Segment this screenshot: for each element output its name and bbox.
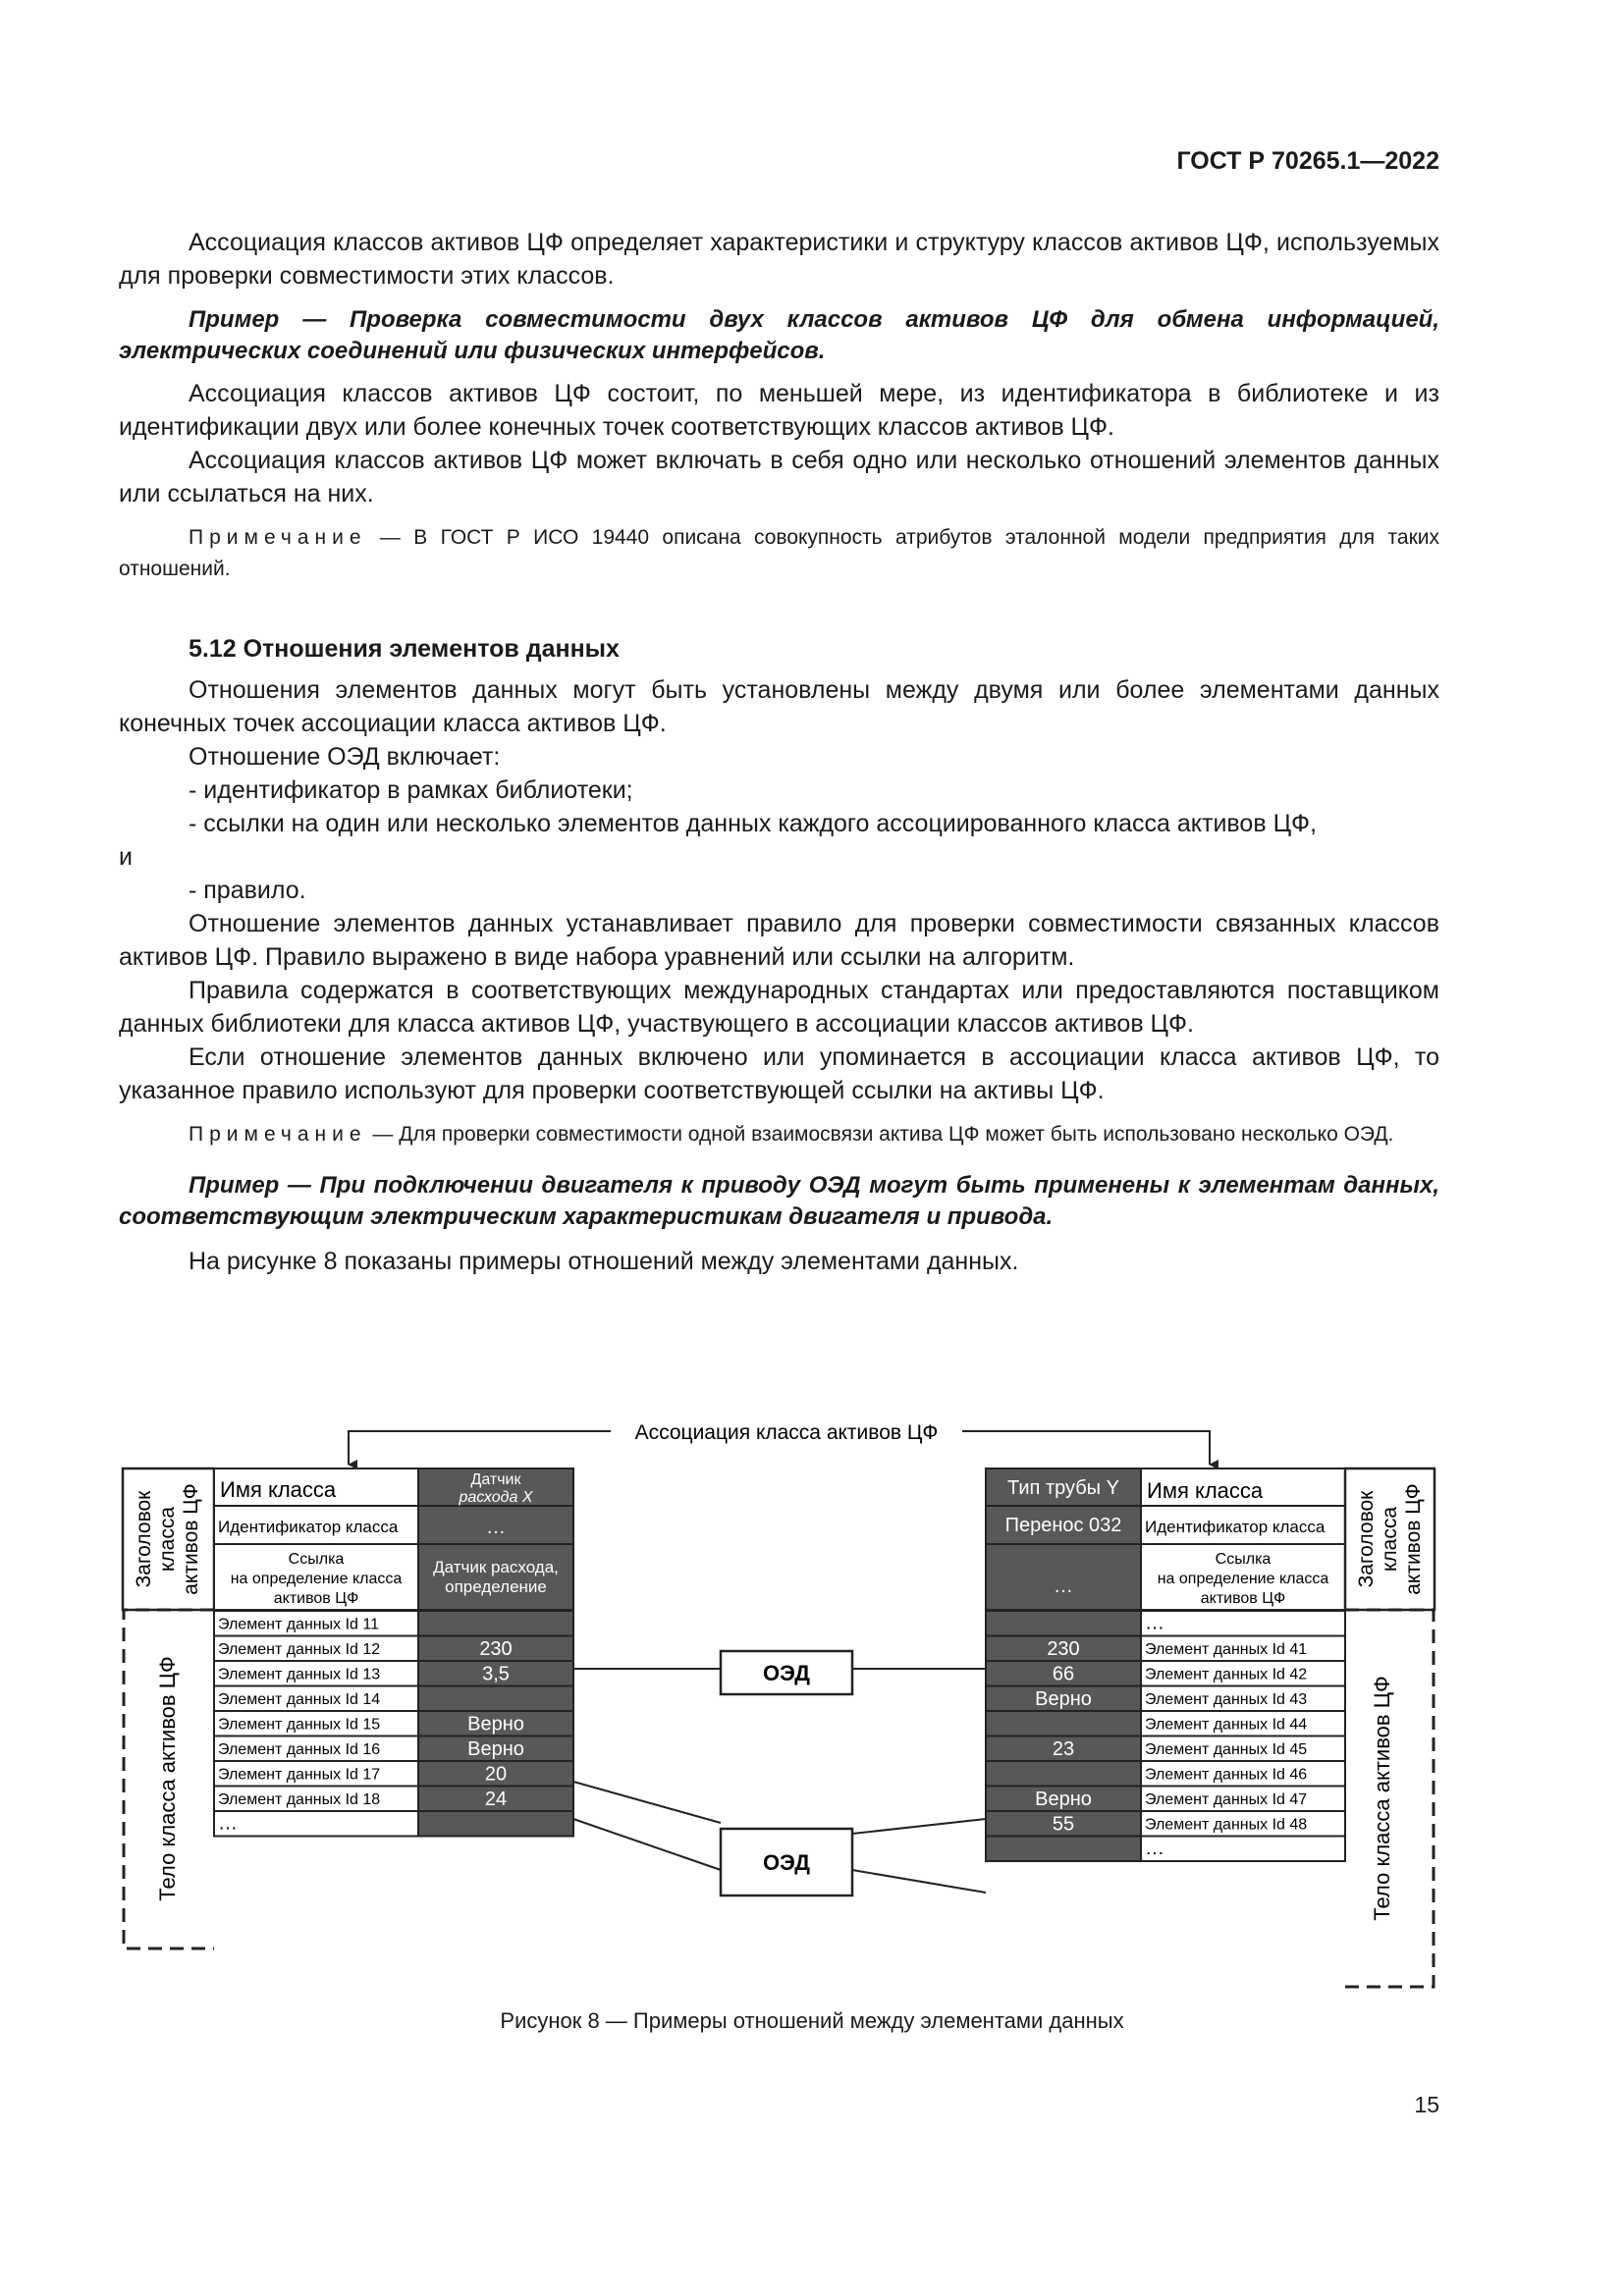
svg-text:на определение класса: на определение класса: [1157, 1571, 1329, 1587]
left-element-name: Элемент данных Id 16: [218, 1741, 381, 1758]
figure-caption: Рисунок 8 — Примеры отношений между элементами данных: [500, 2008, 1124, 2033]
right-body-side-label: Тело класса активов ЦФ: [1370, 1676, 1394, 1921]
right-element-name: …: [1145, 1838, 1164, 1859]
note-text: — Для проверки совместимости одной взаимосвязи актива ЦФ может быть использовано несколько ОЭД.: [366, 1123, 1394, 1146]
right-class-name: Имя класса: [1147, 1478, 1264, 1503]
left-element-name: Элемент данных Id 11: [218, 1616, 379, 1633]
paragraph: Если отношение элементов данных включено или упоминается в ассоциации класса активов ЦФ, то указанное правило используют для проверки соответствующей ссылки на активы ЦФ.: [119, 1043, 1439, 1104]
left-element-name: Элемент данных Id 13: [218, 1666, 381, 1683]
right-element-name: Элемент данных Id 43: [1145, 1691, 1308, 1708]
right-element-name: …: [1145, 1612, 1164, 1634]
svg-text:Ссылка: Ссылка: [1215, 1551, 1272, 1568]
association-arrow-right: [962, 1431, 1210, 1465]
list-item: - идентификатор в рамках библиотеки;: [189, 776, 633, 804]
svg-text:на определение класса: на определение класса: [230, 1571, 403, 1587]
svg-text:расхода X: расхода X: [459, 1489, 533, 1506]
oed-label-2: ОЭД: [763, 1850, 810, 1875]
left-element-value: Верно: [467, 1713, 524, 1735]
right-class-id: Идентификатор класса: [1145, 1518, 1326, 1536]
left-element-name: Элемент данных Id 18: [218, 1791, 381, 1808]
left-element-value: Верно: [467, 1738, 524, 1760]
right-element-value: 23: [1052, 1738, 1075, 1760]
right-element-name: Элемент данных Id 46: [1145, 1766, 1308, 1784]
paragraph: Ассоциация классов активов ЦФ определяет характеристики и структуру классов активов ЦФ, используемых для проверки совместимости этих классов.: [119, 229, 1439, 290]
paragraph: Отношения элементов данных могут быть установлены между двумя или более элементами данных конечных точек ассоциации класса активов ЦФ.: [119, 676, 1439, 737]
list-item: - правило.: [189, 877, 306, 904]
note-label: Примечание: [189, 526, 367, 549]
note-text: — В ГОСТ Р ИСО 19440 описана совокупность атрибутов эталонной модели предприятия для таких отношений.: [119, 526, 1439, 580]
right-element-value: 55: [1052, 1813, 1075, 1836]
example: Пример — Проверка совместимости двух классов активов ЦФ для обмена информацией, электрических соединений или физических интерфейсов.: [119, 306, 1439, 364]
left-element-name: Элемент данных Id 12: [218, 1641, 381, 1658]
left-element-name: …: [218, 1812, 238, 1835]
svg-text:активов ЦФ: активов ЦФ: [273, 1590, 359, 1607]
document-header: ГОСТ Р 70265.1—2022: [1176, 147, 1439, 175]
left-class-id: Идентификатор класса: [218, 1518, 399, 1536]
svg-text:класса: класса: [156, 1506, 179, 1573]
right-element-value: Верно: [1035, 1688, 1092, 1710]
paragraph: Ассоциация классов активов ЦФ может включать в себя одно или несколько отношений элементов данных или ссылаться на них.: [119, 447, 1439, 507]
connector-line: [852, 1870, 986, 1893]
right-element-name: Элемент данных Id 41: [1145, 1641, 1308, 1658]
oed-label-1: ОЭД: [763, 1661, 810, 1685]
connector-line: [573, 1782, 721, 1823]
left-element-name: Элемент данных Id 17: [218, 1766, 381, 1784]
left-data-elements: [214, 1611, 573, 1837]
paragraph: Правила содержатся в соответствующих международных стандартах или предоставляются поставщиком данных библиотеки для класса активов ЦФ, участвующего в ассоциации классов активов ЦФ.: [119, 977, 1439, 1038]
svg-text:класса: класса: [1379, 1506, 1401, 1573]
svg-text:определение: определение: [445, 1577, 547, 1596]
svg-text:Датчик расхода,: Датчик расхода,: [433, 1558, 559, 1576]
left-element-name: Элемент данных Id 14: [218, 1691, 381, 1708]
right-value-id: Перенос 032: [1004, 1515, 1122, 1536]
svg-text:активов ЦФ: активов ЦФ: [1200, 1590, 1286, 1607]
left-class-name: Имя класса: [220, 1477, 337, 1502]
svg-text:Ссылка: Ссылка: [288, 1551, 345, 1568]
right-element-name: Элемент данных Id 45: [1145, 1741, 1308, 1758]
left-body-side-label: Тело класса активов ЦФ: [155, 1656, 180, 1901]
right-value-header: Тип трубы Y: [1007, 1477, 1119, 1499]
left-value-id: …: [486, 1517, 506, 1538]
svg-text:активов ЦФ: активов ЦФ: [180, 1483, 202, 1595]
paragraph: Отношение ОЭД включает:: [189, 743, 501, 771]
left-value-ref: [433, 1558, 559, 1596]
left-element-name: Элемент данных Id 15: [218, 1716, 381, 1734]
svg-text:Датчик: Датчик: [470, 1471, 521, 1488]
svg-text:активов ЦФ: активов ЦФ: [1402, 1483, 1425, 1595]
list-continuation: и: [119, 843, 133, 871]
right-element-name: Элемент данных Id 42: [1145, 1666, 1308, 1683]
example: Пример — При подключении двигателя к приводу ОЭД могут быть применены к элементам данных, соответствующим электрическим характеристикам двигателя и привода.: [119, 1172, 1439, 1230]
left-element-value: 20: [484, 1763, 508, 1786]
note-label: Примечание: [189, 1123, 367, 1146]
right-element-name: Элемент данных Id 47: [1145, 1791, 1308, 1808]
right-element-value: Верно: [1035, 1789, 1092, 1810]
left-element-value: 24: [484, 1789, 508, 1810]
left-element-value: 230: [479, 1638, 513, 1660]
right-data-elements: [986, 1611, 1345, 1861]
right-element-name: Элемент данных Id 48: [1145, 1816, 1308, 1834]
paragraph: Ассоциация классов активов ЦФ состоит, по меньшей мере, из идентификатора в библиотеке и из идентификации двух или более конечных точек соответствующих классов активов ЦФ.: [119, 380, 1439, 441]
right-element-value: 230: [1047, 1638, 1080, 1660]
list-item: - ссылки на один или несколько элементов данных каждого ассоциированного класса активов ЦФ,: [189, 810, 1318, 837]
right-element-value: 66: [1052, 1663, 1075, 1685]
svg-text:Заголовок: Заголовок: [1355, 1490, 1378, 1588]
association-arrow-left: [349, 1431, 611, 1465]
section-heading: 5.12 Отношения элементов данных: [189, 635, 620, 663]
paragraph: На рисунке 8 показаны примеры отношений между элементами данных.: [189, 1248, 1019, 1275]
right-value-ref: …: [1054, 1575, 1073, 1597]
connector-line: [852, 1819, 986, 1834]
right-element-name: Элемент данных Id 44: [1145, 1716, 1308, 1734]
page-number: 15: [1414, 2092, 1439, 2117]
paragraph: Отношение элементов данных устанавливает правило для проверки совместимости связанных классов активов ЦФ. Правило выражено в виде набора уравнений или ссылки на алгоритм.: [119, 910, 1439, 971]
left-element-value: 3,5: [482, 1663, 510, 1685]
svg-text:Заголовок: Заголовок: [133, 1490, 155, 1588]
connector-line: [573, 1819, 721, 1870]
association-label: Ассоциация класса активов ЦФ: [634, 1421, 939, 1444]
